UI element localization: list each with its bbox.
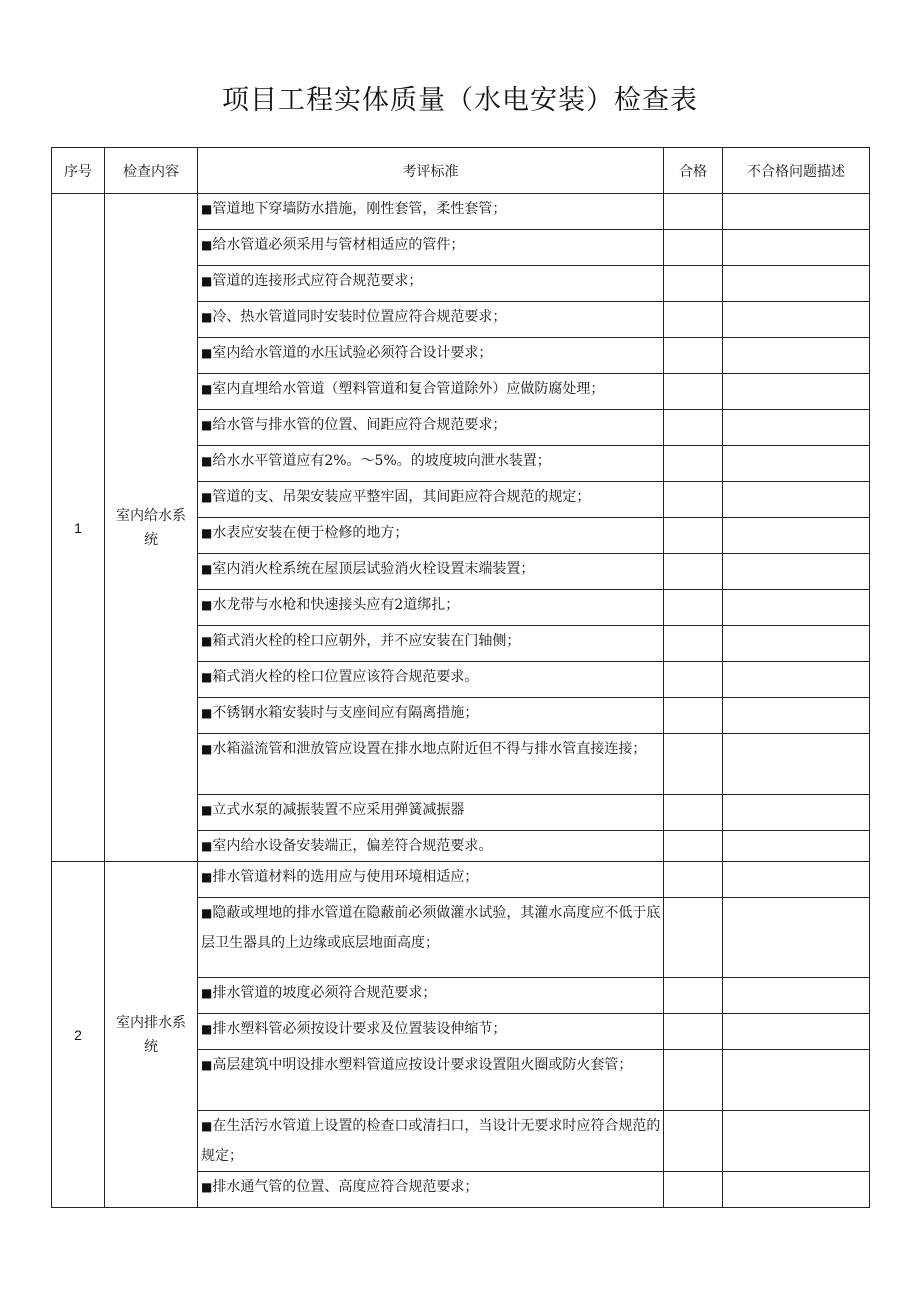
fail-desc-cell[interactable]	[723, 302, 870, 338]
fail-desc-cell[interactable]	[723, 266, 870, 302]
square-bullet-icon: ■	[201, 870, 213, 884]
fail-desc-cell[interactable]	[723, 698, 870, 734]
standard-cell: ■管道地下穿墙防水措施，刚性套管，柔性套管；	[198, 194, 664, 230]
pass-cell[interactable]	[664, 698, 723, 734]
fail-desc-cell[interactable]	[723, 831, 870, 862]
header-row	[52, 148, 870, 194]
fail-desc-cell[interactable]	[723, 862, 870, 898]
square-bullet-icon: ■	[201, 418, 213, 432]
header-fail-desc: 不合格问题描述	[723, 148, 870, 194]
fail-desc-cell[interactable]	[723, 410, 870, 446]
fail-desc-cell[interactable]	[723, 230, 870, 266]
square-bullet-icon: ■	[201, 706, 213, 720]
standard-cell: ■在生活污水管道上设置的检查口或清扫口，当设计无要求时应符合规范的规定；	[198, 1111, 664, 1172]
standard-cell: ■冷、热水管道同时安装时位置应符合规范要求；	[198, 302, 664, 338]
pass-cell[interactable]	[664, 266, 723, 302]
fail-desc-cell[interactable]	[723, 446, 870, 482]
square-bullet-icon: ■	[201, 1022, 213, 1036]
fail-desc-cell[interactable]	[723, 1111, 870, 1172]
square-bullet-icon: ■	[201, 598, 213, 612]
square-bullet-icon: ■	[201, 742, 213, 756]
header-seq: 序号	[52, 148, 105, 194]
pass-cell[interactable]	[664, 230, 723, 266]
fail-desc-cell[interactable]	[723, 554, 870, 590]
standard-cell: ■管道的连接形式应符合规范要求；	[198, 266, 664, 302]
fail-desc-cell[interactable]	[723, 1050, 870, 1111]
standard-cell: ■室内给水管道的水压试验必须符合设计要求；	[198, 338, 664, 374]
square-bullet-icon: ■	[201, 454, 213, 468]
standard-cell: ■给水水平管道应有2%。～5%。的坡度坡向泄水装置；	[198, 446, 664, 482]
square-bullet-icon: ■	[201, 490, 213, 504]
fail-desc-cell[interactable]	[723, 978, 870, 1014]
table-row	[52, 194, 870, 230]
standard-cell: ■隐蔽或埋地的排水管道在隐蔽前必须做灌水试验，其灌水高度应不低于底层卫生器具的上边缘或底层地面高度；	[198, 898, 664, 978]
standard-cell: ■箱式消火栓的栓口应朝外，并不应安装在门轴侧；	[198, 626, 664, 662]
square-bullet-icon: ■	[201, 634, 213, 648]
pass-cell[interactable]	[664, 1172, 723, 1208]
pass-cell[interactable]	[664, 862, 723, 898]
section-seq: 2	[52, 862, 105, 1208]
header-content: 检查内容	[105, 148, 198, 194]
inspection-table	[51, 147, 870, 1208]
square-bullet-icon: ■	[201, 202, 213, 216]
pass-cell[interactable]	[664, 626, 723, 662]
square-bullet-icon: ■	[201, 346, 213, 360]
pass-cell[interactable]	[664, 482, 723, 518]
pass-cell[interactable]	[664, 1014, 723, 1050]
standard-cell: ■立式水泵的减振装置不应采用弹簧减振器	[198, 795, 664, 831]
section-content: 室内给水系统	[105, 194, 198, 862]
fail-desc-cell[interactable]	[723, 662, 870, 698]
pass-cell[interactable]	[664, 898, 723, 978]
standard-cell: ■室内给水设备安装端正，偏差符合规范要求。	[198, 831, 664, 862]
fail-desc-cell[interactable]	[723, 1014, 870, 1050]
header-standard: 考评标准	[198, 148, 664, 194]
square-bullet-icon: ■	[201, 310, 213, 324]
square-bullet-icon: ■	[201, 1180, 213, 1194]
header-pass: 合格	[664, 148, 723, 194]
pass-cell[interactable]	[664, 1050, 723, 1111]
fail-desc-cell[interactable]	[723, 518, 870, 554]
fail-desc-cell[interactable]	[723, 194, 870, 230]
fail-desc-cell[interactable]	[723, 374, 870, 410]
standard-cell: ■水箱溢流管和泄放管应设置在排水地点附近但不得与排水管直接连接；	[198, 734, 664, 795]
square-bullet-icon: ■	[201, 670, 213, 684]
fail-desc-cell[interactable]	[723, 898, 870, 978]
standard-cell: ■箱式消火栓的栓口位置应该符合规范要求。	[198, 662, 664, 698]
section-content: 室内排水系统	[105, 862, 198, 1208]
standard-cell: ■排水塑料管必须按设计要求及位置装设伸缩节；	[198, 1014, 664, 1050]
pass-cell[interactable]	[664, 446, 723, 482]
pass-cell[interactable]	[664, 554, 723, 590]
fail-desc-cell[interactable]	[723, 1172, 870, 1208]
standard-cell: ■室内消火栓系统在屋顶层试验消火栓设置末端装置；	[198, 554, 664, 590]
table-row	[52, 862, 870, 898]
pass-cell[interactable]	[664, 662, 723, 698]
standard-cell: ■给水管与排水管的位置、间距应符合规范要求；	[198, 410, 664, 446]
standard-cell: ■排水管道材料的选用应与使用环境相适应；	[198, 862, 664, 898]
pass-cell[interactable]	[664, 410, 723, 446]
standard-cell: ■给水管道必须采用与管材相适应的管件；	[198, 230, 664, 266]
pass-cell[interactable]	[664, 734, 723, 795]
standard-cell: ■管道的支、吊架安装应平整牢固，其间距应符合规范的规定；	[198, 482, 664, 518]
standard-cell: ■室内直埋给水管道（塑料管道和复合管道除外）应做防腐处理；	[198, 374, 664, 410]
pass-cell[interactable]	[664, 338, 723, 374]
standard-cell: ■排水管道的坡度必须符合规范要求；	[198, 978, 664, 1014]
standard-cell: ■水表应安装在便于检修的地方；	[198, 518, 664, 554]
pass-cell[interactable]	[664, 302, 723, 338]
standard-cell: ■水龙带与水枪和快速接头应有2道绑扎；	[198, 590, 664, 626]
square-bullet-icon: ■	[201, 906, 213, 920]
pass-cell[interactable]	[664, 978, 723, 1014]
standard-cell: ■排水通气管的位置、高度应符合规范要求；	[198, 1172, 664, 1208]
pass-cell[interactable]	[664, 194, 723, 230]
fail-desc-cell[interactable]	[723, 734, 870, 795]
square-bullet-icon: ■	[201, 803, 213, 817]
square-bullet-icon: ■	[201, 1058, 213, 1072]
square-bullet-icon: ■	[201, 839, 213, 853]
pass-cell[interactable]	[664, 831, 723, 862]
pass-cell[interactable]	[664, 374, 723, 410]
fail-desc-cell[interactable]	[723, 626, 870, 662]
square-bullet-icon: ■	[201, 526, 213, 540]
section-seq: 1	[52, 194, 105, 862]
pass-cell[interactable]	[664, 590, 723, 626]
square-bullet-icon: ■	[201, 1119, 213, 1133]
fail-desc-cell[interactable]	[723, 590, 870, 626]
square-bullet-icon: ■	[201, 274, 213, 288]
square-bullet-icon: ■	[201, 562, 213, 576]
square-bullet-icon: ■	[201, 986, 213, 1000]
fail-desc-cell[interactable]	[723, 795, 870, 831]
fail-desc-cell[interactable]	[723, 338, 870, 374]
fail-desc-cell[interactable]	[723, 482, 870, 518]
standard-cell: ■高层建筑中明设排水塑料管道应按设计要求设置阻火圈或防火套管；	[198, 1050, 664, 1111]
page-title: 项目工程实体质量（水电安装）检查表	[222, 85, 698, 116]
square-bullet-icon: ■	[201, 382, 213, 396]
standard-cell: ■不锈钢水箱安装时与支座间应有隔离措施；	[198, 698, 664, 734]
pass-cell[interactable]	[664, 518, 723, 554]
pass-cell[interactable]	[664, 1111, 723, 1172]
pass-cell[interactable]	[664, 795, 723, 831]
square-bullet-icon: ■	[201, 238, 213, 252]
